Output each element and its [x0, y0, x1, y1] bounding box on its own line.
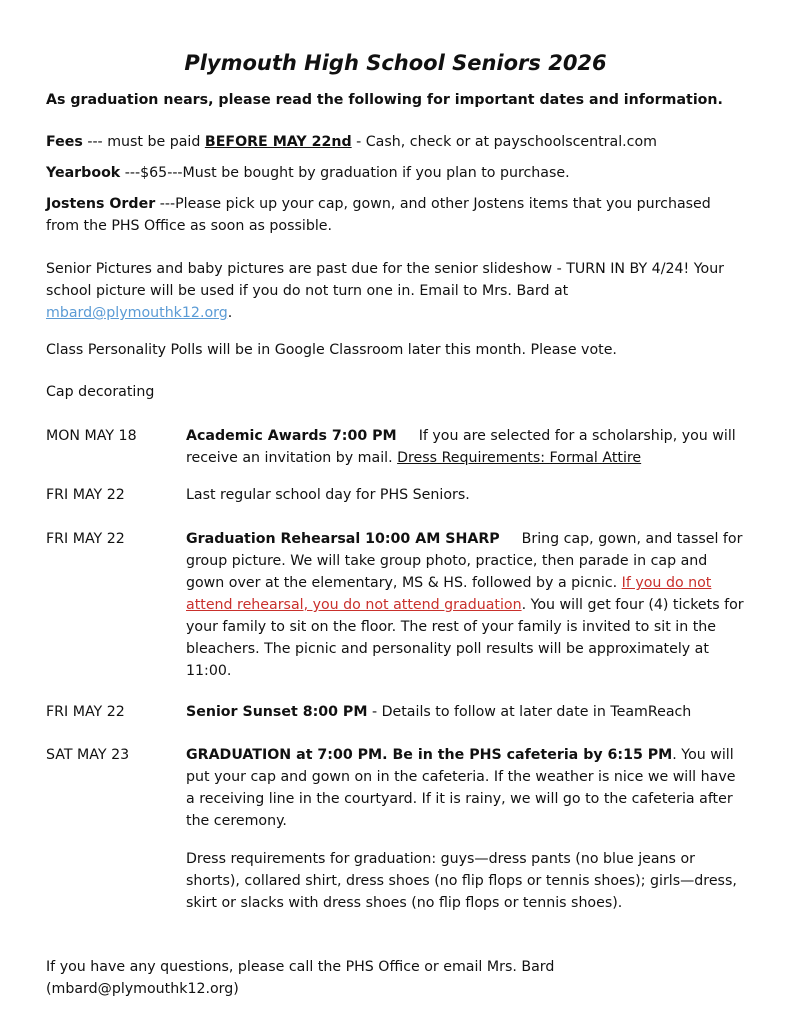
awards-heading: Academic Awards 7:00 PM: [186, 428, 397, 444]
fees-paragraph: [46, 131, 746, 153]
graduation-dress-requirements: Dress requirements for graduation: guys—dress pants (no blue jeans or shorts), collared shirt, dress shoes (no flip flops or tennis shoes); girls—dress, skirt or slacks with dress shoes (no flip flops or tennis shoes).: [186, 851, 737, 911]
polls-text: Class Personality Polls will be in Google Classroom later this month. Please vote.: [46, 342, 617, 358]
page-title: Plymouth High School Seniors 2026: [184, 51, 607, 75]
fees-post-text: - Cash, check or at payschoolscentral.com: [351, 134, 657, 150]
sunset-heading: Senior Sunset 8:00 PM: [186, 704, 368, 720]
sunset-text: - Details to follow at later date in TeamReach: [367, 704, 692, 720]
jostens-paragraph: [46, 193, 746, 237]
graduation-text: . You will put your cap and gown on in the cafeteria. If the weather is nice we will have a receiving line in the courtyard. If it is rainy, we will go to the cafeteria after the ceremony.: [186, 747, 736, 829]
awards-description: [186, 425, 746, 469]
yearbook-paragraph: [46, 162, 746, 184]
last-day-date: FRI MAY 22: [46, 487, 125, 503]
rehearsal-text-2: . You will get four (4) tickets for your family to sit on the floor. The rest of your family is invited to sit in the bleachers. The picnic and personality poll results will be approximately at 11:00.: [186, 597, 744, 679]
pictures-text: Senior Pictures and baby pictures are past due for the senior slideshow - TURN IN BY 4/24! Your school picture will be used if you do not turn one in. Email to Mrs. Bard at: [46, 261, 725, 299]
sunset-description: [186, 701, 746, 723]
pictures-paragraph: [46, 258, 746, 324]
rehearsal-heading: Graduation Rehearsal 10:00 AM SHARP: [186, 531, 500, 547]
rehearsal-description: [186, 528, 746, 682]
intro-text: As graduation nears, please read the following for important dates and information.: [46, 92, 723, 108]
yearbook-label: Yearbook: [46, 165, 121, 181]
rehearsal-text-1: Bring cap, gown, and tassel for group picture. We will take group photo, practice, then parade in cap and gown over at the elementary, MS & HS. followed by a picnic.: [186, 531, 743, 591]
rehearsal-date: FRI MAY 22: [46, 531, 125, 547]
email-link[interactable]: mbard@plymouthk12.org: [46, 305, 228, 321]
awards-dress: Dress Requirements: Formal Attire: [397, 450, 642, 466]
jostens-label: Jostens Order: [46, 196, 156, 212]
pictures-end: .: [227, 305, 233, 321]
fees-deadline: BEFORE MAY 22nd: [204, 134, 352, 150]
sunset-date: FRI MAY 22: [46, 704, 125, 720]
cap-decorating-text: Cap decorating: [46, 384, 155, 400]
yearbook-text: ---$65---Must be bought by graduation if you plan to purchase.: [120, 165, 570, 181]
graduation-description: [186, 744, 746, 832]
graduation-date: SAT MAY 23: [46, 747, 130, 763]
awards-date: MON MAY 18: [46, 428, 137, 444]
jostens-text: ---Please pick up your cap, gown, and other Jostens items that you purchased from the PHS Office as soon as possible.: [46, 196, 711, 234]
fees-pre-text: --- must be paid: [82, 134, 205, 150]
fees-label: Fees: [46, 134, 83, 150]
footer-text: If you have any questions, please call the PHS Office or email Mrs. Bard (mbard@plymouthk12.org): [46, 959, 555, 997]
graduation-heading: GRADUATION at 7:00 PM. Be in the PHS cafeteria by 6:15 PM: [186, 747, 673, 763]
last-day-text: Last regular school day for PHS Seniors.: [186, 487, 470, 503]
awards-text: If you are selected for a scholarship, you will receive an invitation by mail.: [186, 428, 736, 466]
rehearsal-warning: If you do not attend rehearsal, you do not attend graduation: [186, 575, 712, 613]
